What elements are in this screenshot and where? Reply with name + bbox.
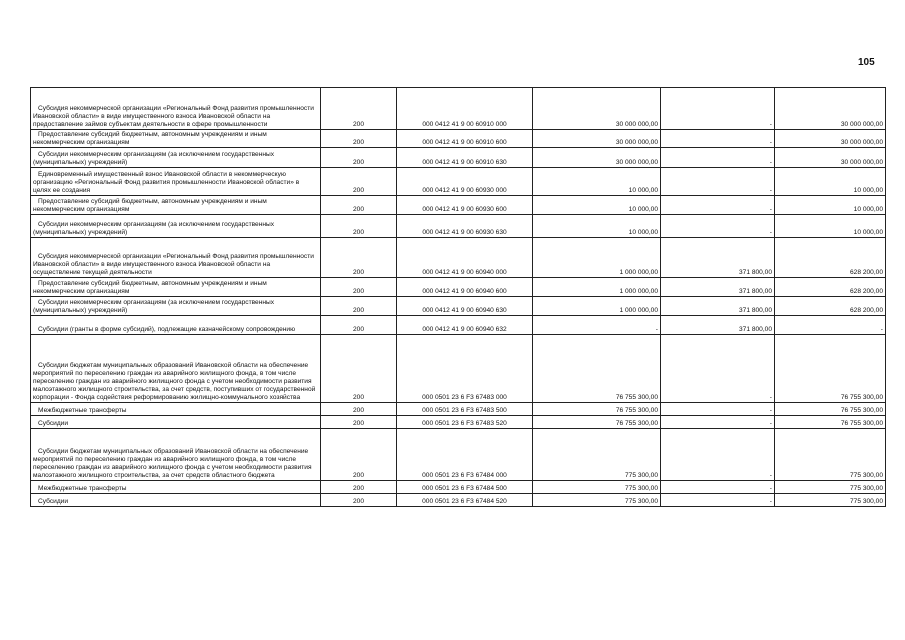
row-name: Субсидии (гранты в форме субсидий), подлежащие казначейскому сопровождению (31, 316, 321, 335)
row-approved: 30 000 000,00 (533, 148, 661, 168)
row-remaining: 10 000,00 (775, 215, 886, 238)
row-budget-code: 000 0412 41 9 00 60940 600 (397, 278, 533, 297)
row-remaining: 775 300,00 (775, 481, 886, 494)
row-executed: - (661, 429, 775, 481)
row-budget-code: 000 0412 41 9 00 60930 000 (397, 168, 533, 196)
row-name: Субсидии некоммерческим организациям (за исключением государственных (муниципальных) учреждений) (31, 148, 321, 168)
row-budget-code: 000 0501 23 6 F3 67483 000 (397, 335, 533, 403)
row-remaining: 775 300,00 (775, 429, 886, 481)
row-budget-code: 000 0412 41 9 00 60940 000 (397, 238, 533, 278)
table-row (31, 416, 886, 429)
row-approved: 1 000 000,00 (533, 297, 661, 316)
row-admin-code: 200 (321, 168, 397, 196)
table-row (31, 168, 886, 196)
table-row (31, 88, 886, 130)
row-executed: - (661, 481, 775, 494)
row-admin-code: 200 (321, 494, 397, 507)
row-remaining: 10 000,00 (775, 168, 886, 196)
page-number: 105 (858, 57, 875, 68)
row-admin-code: 200 (321, 130, 397, 148)
row-executed: 371 800,00 (661, 238, 775, 278)
row-admin-code: 200 (321, 481, 397, 494)
row-budget-code: 000 0501 23 6 F3 67484 520 (397, 494, 533, 507)
row-name: Субсидия некоммерческой организации «Региональный Фонд развития промышленности Ивановской области» в виде имущественного взноса Ивановской области на осуществление текущей деятельности (31, 238, 321, 278)
row-remaining: 30 000 000,00 (775, 130, 886, 148)
row-admin-code: 200 (321, 215, 397, 238)
table-row (31, 148, 886, 168)
row-name: Субсидии (31, 416, 321, 429)
table-row (31, 494, 886, 507)
row-remaining: - (775, 316, 886, 335)
row-admin-code: 200 (321, 297, 397, 316)
row-admin-code: 200 (321, 403, 397, 416)
table-row (31, 278, 886, 297)
table-row (31, 429, 886, 481)
row-name: Субсидии некоммерческим организациям (за исключением государственных (муниципальных) учреждений) (31, 297, 321, 316)
row-budget-code: 000 0501 23 6 F3 67483 500 (397, 403, 533, 416)
row-budget-code: 000 0412 41 9 00 60940 630 (397, 297, 533, 316)
row-admin-code: 200 (321, 148, 397, 168)
row-remaining: 76 755 300,00 (775, 403, 886, 416)
table-row (31, 238, 886, 278)
row-name: Предоставление субсидий бюджетным, автономным учреждениям и иным некоммерческим организациям (31, 196, 321, 215)
row-approved: 10 000,00 (533, 215, 661, 238)
row-approved: 775 300,00 (533, 494, 661, 507)
row-executed: - (661, 88, 775, 130)
row-executed: - (661, 494, 775, 507)
row-remaining: 10 000,00 (775, 196, 886, 215)
row-executed: - (661, 130, 775, 148)
row-approved: 30 000 000,00 (533, 88, 661, 130)
row-admin-code: 200 (321, 335, 397, 403)
row-budget-code: 000 0501 23 6 F3 67484 000 (397, 429, 533, 481)
row-name: Субсидии (31, 494, 321, 507)
row-executed: - (661, 168, 775, 196)
table-row (31, 297, 886, 316)
row-executed: - (661, 196, 775, 215)
row-name: Субсидия некоммерческой организации «Региональный Фонд развития промышленности Ивановской области» в виде имущественного взноса Ивановской области на предоставление займов субъектам деятельности в сфере промышленности (31, 88, 321, 130)
row-budget-code: 000 0412 41 9 00 60910 630 (397, 148, 533, 168)
row-admin-code: 200 (321, 196, 397, 215)
row-approved: 76 755 300,00 (533, 416, 661, 429)
row-remaining: 775 300,00 (775, 494, 886, 507)
row-remaining: 628 200,00 (775, 238, 886, 278)
table-row (31, 215, 886, 238)
row-approved: 30 000 000,00 (533, 130, 661, 148)
row-remaining: 30 000 000,00 (775, 88, 886, 130)
table-row (31, 335, 886, 403)
row-budget-code: 000 0501 23 6 F3 67483 520 (397, 416, 533, 429)
table-row (31, 403, 886, 416)
table-row (31, 130, 886, 148)
row-approved: 775 300,00 (533, 429, 661, 481)
row-name: Предоставление субсидий бюджетным, автономным учреждениям и иным некоммерческим организациям (31, 278, 321, 297)
row-remaining: 76 755 300,00 (775, 335, 886, 403)
row-admin-code: 200 (321, 278, 397, 297)
row-remaining: 628 200,00 (775, 278, 886, 297)
row-approved: 76 755 300,00 (533, 403, 661, 416)
row-admin-code: 200 (321, 429, 397, 481)
row-budget-code: 000 0412 41 9 00 60910 000 (397, 88, 533, 130)
row-name: Субсидии бюджетам муниципальных образований Ивановской области на обеспечение мероприятий по переселению граждан из аварийного жилищного фонда, в том числе переселению граждан из аварийного жилищного фонда с учетом необходимости развития малоэтажного жилищного строительства, за счет средств областного бюджета (31, 429, 321, 481)
row-budget-code: 000 0412 41 9 00 60930 630 (397, 215, 533, 238)
row-remaining: 76 755 300,00 (775, 416, 886, 429)
row-admin-code: 200 (321, 88, 397, 130)
row-budget-code: 000 0412 41 9 00 60940 632 (397, 316, 533, 335)
row-name: Межбюджетные трансферты (31, 403, 321, 416)
row-executed: - (661, 416, 775, 429)
row-admin-code: 200 (321, 316, 397, 335)
row-executed: 371 800,00 (661, 278, 775, 297)
row-executed: 371 800,00 (661, 297, 775, 316)
row-approved: - (533, 316, 661, 335)
table-row (31, 481, 886, 494)
row-name: Предоставление субсидий бюджетным, автономным учреждениям и иным некоммерческим организациям (31, 130, 321, 148)
row-admin-code: 200 (321, 238, 397, 278)
row-executed: - (661, 335, 775, 403)
row-executed: - (661, 215, 775, 238)
row-budget-code: 000 0501 23 6 F3 67484 500 (397, 481, 533, 494)
row-budget-code: 000 0412 41 9 00 60910 600 (397, 130, 533, 148)
row-executed: 371 800,00 (661, 316, 775, 335)
row-name: Единовременный имущественный взнос Ивановской области в некоммерческую организацию «Региональный Фонд развития промышленности Ивановской области» в целях ее создания (31, 168, 321, 196)
row-approved: 76 755 300,00 (533, 335, 661, 403)
row-executed: - (661, 148, 775, 168)
table-row (31, 196, 886, 215)
row-name: Субсидии бюджетам муниципальных образований Ивановской области на обеспечение мероприятий по переселению граждан из аварийного жилищного фонда, в том числе переселению граждан из аварийного жилищного фонда с учетом необходимости развития малоэтажного жилищного строительства, за счет средств, поступивших от государственной корпорации - Фонда содействия реформированию жилищно-коммунального хозяйства (31, 335, 321, 403)
row-approved: 1 000 000,00 (533, 238, 661, 278)
row-budget-code: 000 0412 41 9 00 60930 600 (397, 196, 533, 215)
row-approved: 10 000,00 (533, 168, 661, 196)
row-approved: 10 000,00 (533, 196, 661, 215)
row-name: Межбюджетные трансферты (31, 481, 321, 494)
row-remaining: 30 000 000,00 (775, 148, 886, 168)
row-approved: 775 300,00 (533, 481, 661, 494)
row-remaining: 628 200,00 (775, 297, 886, 316)
row-approved: 1 000 000,00 (533, 278, 661, 297)
row-name: Субсидии некоммерческим организациям (за исключением государственных (муниципальных) учреждений) (31, 215, 321, 238)
row-executed: - (661, 403, 775, 416)
table-row (31, 316, 886, 335)
row-admin-code: 200 (321, 416, 397, 429)
budget-execution-table (30, 87, 886, 507)
